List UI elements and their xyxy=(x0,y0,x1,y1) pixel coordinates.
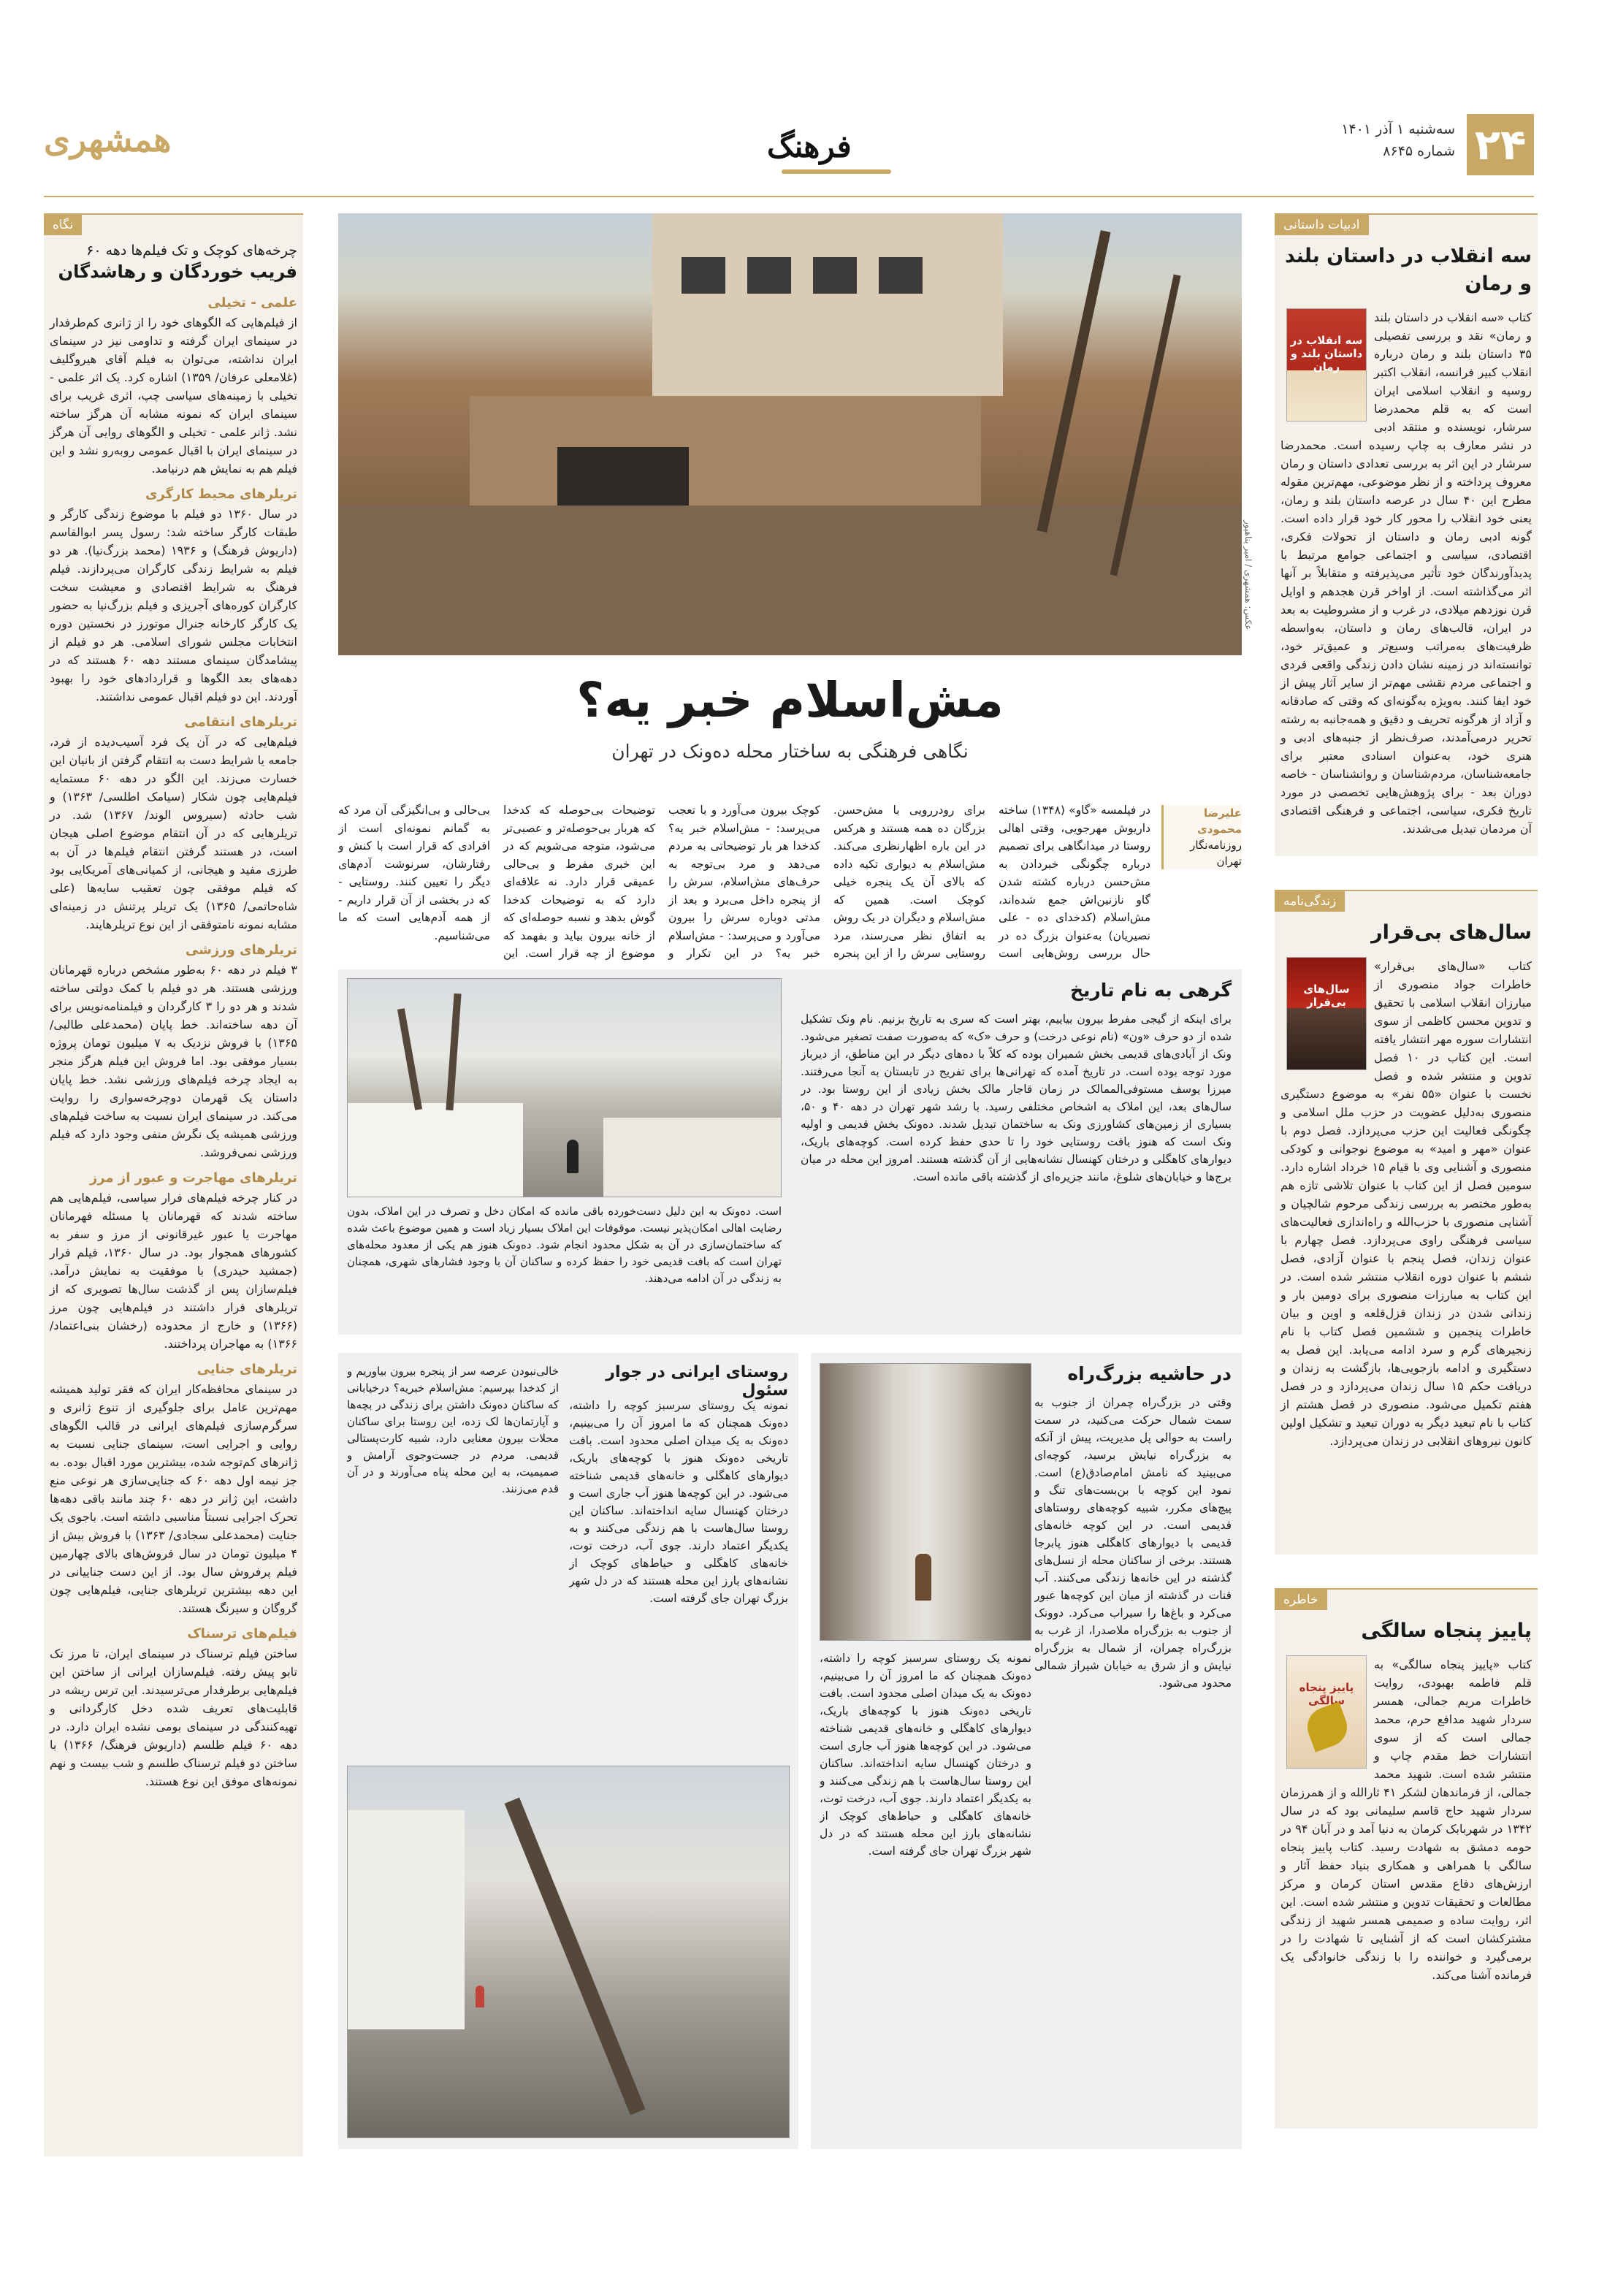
issue-number: شماره ۸۶۴۵ xyxy=(1383,143,1455,159)
page-header xyxy=(44,110,1534,197)
main-body-text: در فیلمسه «گاو» (۱۳۴۸) ساخته داریوش مهرجویی، وقتی اهالی روستا در میدانگاهی برای تصمیم درباره چگونگی خبردادن به مش‌حسن درباره کشته شدن گاو نازنین‌اش جمع شده‌اند، مش‌اسلام (کدخدای ده - علی نصیریان) به‌عنوان بزرگ ده در حال بررسی روش‌هایی است برای رودررویی با مش‌حسن. بزرگان ده همه هستند و هرکس در این باره اظهارنظری می‌کند. مش‌اسلام به دیواری تکیه داده که بالای آن یک پنجره خیلی کوچک است. همین که مش‌اسلام و دیگران در یک روش به اتفاق نظر می‌رسند، مرد روستایی سرش را از این پنجره کوچک بیرون می‌آورد و با تعجب می‌پرسد: - مش‌اسلام خبر یه؟ کدخدا هر بار توضیحاتی به مردم می‌دهد و مرد بی‌توجه به حرف‌های مش‌اسلام، سرش را از پنجره داخل می‌برد و بعد از مدتی دوباره سرش را بیرون می‌آورد و می‌پرسد: - مش‌اسلام خبر یه؟ در این تکرار و توضیحات بی‌حوصله که کدخدا که هربار بی‌حوصله‌تر و عصبی‌تر می‌شود، متوجه می‌شویم که در این خبری مفرط و بی‌حالی عمیقی قرار دارد. نه علاقه‌ای دارد که به توضیحات کدخدا گوش بدهد و نسبه حوصله‌ای که از خانه بیرون بیاید و بفهمد که موضوع از چه قرار است. این بی‌حالی و بی‌انگیزگی آن مرد که به گمانم نمونه‌ای است از افرادی که قرار است با کنش و رفتارشان، سرنوشت آدم‌های دیگر را تعیین کنند. روستایی - که در بخشی از آن قرار داریم - از همه آدم‌هایی است که ما می‌شناسیم. xyxy=(338,804,1150,960)
book-cover-image xyxy=(1286,957,1367,1070)
box-title: در حاشیه بزرگ‌راه xyxy=(1067,1363,1232,1384)
byline-role: روزنامه‌نگار xyxy=(1190,839,1242,852)
section-heading: تریلرهای جنایی xyxy=(196,1362,297,1377)
section-heading: فیلم‌های ترسناک xyxy=(187,1626,297,1641)
section-text: در کنار چرخه فیلم‌های فرار سیاسی، فیلم‌هایی هم ساخته شدند که قهرمانان یا مسئله فهرمانان مهاجرت یا عبور غیرقانونی از مرز و سفر به کشورهای همجوار بود. در سال ۱۳۶۰، فیلم فرار (جمشید حیدری) با موفقیت به نمایش درآمد. فیلم‌سازان پس از گذشت سال‌ها تصویری که از تریلرهای فرار داشتند در فیلم‌هایی چون مرز (۱۳۶۶) و خارج از محدوده (رخشان بنی‌اعتماد/ ۱۳۶۶) به مهاجران پرداختند. xyxy=(50,1191,297,1351)
leaf-icon xyxy=(1302,1701,1352,1752)
box-title: روستای ایرانی در جوار سئول xyxy=(606,1363,788,1400)
issue-date: سه‌شنبه ۱ آذر ۱۴۰۱ xyxy=(1341,121,1455,137)
box-three-revolutions xyxy=(1275,213,1538,856)
kicker-bar xyxy=(1275,890,1538,912)
section-heading: تریلرهای ورزشی xyxy=(185,942,297,958)
kicker-label: زندگی‌نامه xyxy=(1275,891,1345,912)
photo-window xyxy=(813,257,857,294)
box-history xyxy=(338,969,1242,1335)
box-title: سه انقلاب در داستان بلند و رمان xyxy=(1284,245,1532,295)
photo-white-wall xyxy=(603,1118,782,1197)
date-block xyxy=(1341,118,1455,162)
section-heading: تریلرهای انتقامی xyxy=(184,714,297,730)
lead-photo-old-houses xyxy=(338,213,1242,655)
section-text: در سال ۱۳۶۰ دو فیلم با موضوع زندگی کارگر و طبقات کارگر ساخته شد: رسول پسر ابوالقاسم (داریوش فرهنگ) و ۱۹۳۶ (محمد بزرگ‌نیا). هر دو فیلم به شرایط زندگی کارگران می‌پردازند. فیلم فرهنگ به شرایط اقتصادی و معیشت سخت کارگران کوره‌های آجرپزی و فیلم بزرگ‌نیا به حضور یک کارگر کارخانه جنرال موتورز در نخستین دوره انتخابات مجلس شورای اسلامی. هر دو فیلم از پیشامدگان سینمای مستند دهه ۶۰ هستند که در دهه‌های بعد الگوها و قراردادهای خود را بهبود آوردند. این دو فیلم اقبال عمومی نداشتند. xyxy=(50,507,298,703)
box-text: کتاب «سال‌های بی‌قرار» خاطرات جواد منصوری از مبارزان انقلاب اسلامی با تحقیق و تدوین محسن کاظمی از سوی انتشارات سوره مهر انتشار یافته است. این کتاب در ۱۰ فصل تدوین و منتشر شده و فصل نخست با عنوان «۵۵ نفر» به موضوع دستگیری منصوری به‌دلیل عضویت در حزب ملل اسلامی و چگونگی فعالیت این حزب می‌پردازد. فصل دوم با عنوان «مهر و امید» به موضوع نوجوانی و کودکی منصوری و آشنایی وی با قیام ۱۵ خرداد اشاره دارد. سومین فصل از این کتاب با عنوان تلاشی تازه هم به‌طور مختصر به بررسی زندگی مرحوم شالچیان و آشنایی منصوری با حزب‌الله و راه‌اندازی فعالیت‌های سیاسی فرهنگی راوی می‌پردازد. فصل چهارم با عنوان زندان، فصل پنجم با عنوان آزادی، فصل ششم با عنوان دوره انقلاب منتشر شده است. در این کتاب به مبارزات منصوری برای دومین بار و زندانی شدن در زندان قزل‌قلعه و اوین و بیان خاطرات پنجمین و ششمین فصل کتاب با نام زنجیرهای گرم و سرد ادامه می‌یابد. این فصل به دستگیری و ادامه بازجویی‌ها، بازگشت به زندان و دریافت حکم ۱۵ سال زندان می‌پردازد و در فصل هفتم تکمیل می‌شود. منصوری در فصل هشتم از کتاب با نام تبعید دیگر به دوران تبعید و تشکیل اولین کانون نیروهای انقلابی در زندان می‌پردازد. xyxy=(1280,959,1532,1448)
box-text: نمونه یک روستای سرسبز کوچه را داشته، ده‌ونک همچنان که ما امروز آن را می‌بینیم، ده‌ونک به یک میدان اصلی محدود است. بافت تاریخی ده‌ونک هنوز با کوچه‌های باریک، دیوارهای کاهگلی و خانه‌های قدیمی شناخته می‌شود. در این کوچه‌ها هنوز آب جاری است و درختان کهنسال سایه انداخته‌اند. ساکنان این روستا سال‌هاست با هم زندگی می‌کنند و به یکدیگر اعتماد دارند. جوی آب، درخت توت، خانه‌های کاهگلی و حیاط‌های کوچک از نشانه‌های بارز این محله هستند که در دل شهر بزرگ تهران جای گرفته است. xyxy=(569,1399,788,1605)
section-heading: تریلرهای محیط کارگری xyxy=(145,487,297,502)
box-title: گرهی به نام تاریخ xyxy=(1069,980,1232,1001)
left-sections xyxy=(44,286,303,2127)
page-number: ۲۴ xyxy=(1467,114,1534,175)
right-column xyxy=(1275,213,1538,2156)
box-title: سال‌های بی‌قرار xyxy=(1371,921,1532,944)
kicker-label: خاطره xyxy=(1275,1590,1327,1610)
photo-window xyxy=(682,257,725,294)
box-text: کتاب «پاییز پنجاه سالگی» به قلم فاطمه بهبودی، روایت خاطرات مریم جمالی، همسر سردار شهید مدافع حرم، محمد جمالی است که از سوی انتشارات خط مقدم چاپ و منتشر شده است. شهید محمد جمالی، از فرماندهان لشکر ۴۱ ثارالله و از همرزمان سردار شهید حاج قاسم سلیمانی بود که در سال ۱۳۴۲ در شهربابک کرمان به دنیا آمد و در آبان ۹۴ در حومه دمشق به شهادت رسید. کتاب پاییز پنجاه سالگی با همراهی و همکاری بنیاد حفظ آثار و ارزش‌های دفاع مقدس استان کرمان و مرکز مطالعات و تحقیقات تدوین و منتشر شده است. این اثر، روایت ساده و صمیمی همسر شهید از زندگی مشترکشان است که از آشنایی تا شهادت را در برمی‌گیرد و خواننده را با زندگی خانوادگی یک فرمانده آشنا می‌کند. xyxy=(1280,1658,1532,1982)
box-text: وقتی در بزرگ‌راه چمران از جنوب به سمت شمال حرکت می‌کنید، در سمت راست به حوالی پل مدیریت، پیش از آنکه به بزرگ‌راه نیایش برسید، کوچه‌ای می‌بینید که نامش امام‌صادق(ع) است. نمود این کوچه با بن‌بست‌های تنگ و پیچ‌های مکرر، شبیه کوچه‌های روستاهای قدیمی است. در این کوچه خانه‌های قدیمی با دیوارهای کاهگلی هنوز پابرجا هستند. برخی از ساکنان محله از نسل‌های گذشته در این خانه‌ها زندگی می‌کنند. آب قنات در گذشته از میان این کوچه‌ها عبور می‌کرد و باغ‌ها را سیراب می‌کرد. دوونک از جنوب به بزرگ‌راه ملاصدرا، از غرب به بزرگ‌راه چمران، از شمال به بزرگ‌راه نیایش و از شرق به خیابان شیراز شمالی محدود می‌شود. xyxy=(1034,1396,1232,1690)
left-column xyxy=(44,213,303,2156)
box-body xyxy=(1275,308,1538,871)
kicker-label: ادبیات داستانی xyxy=(1275,215,1369,235)
box-body xyxy=(1275,957,1538,1541)
photo-building xyxy=(652,213,1003,396)
box-restless-years xyxy=(1275,890,1538,1555)
section-text: از فیلم‌هایی که الگوهای خود را از ژانری کم‌طرفدار در سینمای ایران گرفته و تداومی نیز در سینمای ایران نداشته، می‌توان به فیلم آقای هیروگلیف (غلامعلی عرفان/ ۱۳۵۹) اشاره کرد. یک اثر علمی - تخیلی با زمینه‌های سیاسی چپ، اثری غریب برای سینمای ایران که نمونه مشابه آن هرگز ساخته نشد. ژانر علمی - تخیلی و الگوهای روایی آن هرگز در سینمای ایران با اقبال عمومی روبه‌رو نشد و این فیلم هم به نمایش هم درنیامد. xyxy=(50,316,297,476)
photo-alley-with-child xyxy=(347,1766,790,2138)
section-heading: علمی - تخیلی xyxy=(207,295,297,310)
byline-place: تهران xyxy=(1216,855,1242,868)
photo-window xyxy=(747,257,791,294)
kicker-label: نگاه xyxy=(44,215,82,235)
center-area xyxy=(338,213,1253,2156)
section-text: ۳ فیلم در دهه ۶۰ به‌طور مشخص درباره قهرمانان ورزشی هستند. هر دو فیلم با کمک دولتی ساخته شدند و هر دو را ۳ کارگردان و فیلمنامه‌نویس برای آن دهه ساخته‌اند. خط پایان (محمدعلی طالبی/ ۱۳۶۵) با فروش نزدیک به ۷ میلیون تومان پروژه بسیار موفقی بود. اما فروش این فیلم هرگز منجر به ایجاد چرخه فیلم‌های ورزشی نشد. خط پایان داستان یک قهرمان دوچرخه‌سواری را روایت می‌کند. در سینمای ایران نسبت به ساخت فیلم‌های ورزشی همیشه یک نگرش منفی وجود دارد که فیلم ورزشی نمی‌فروشد. xyxy=(50,963,298,1159)
photo-tree xyxy=(1037,230,1110,533)
kicker-bar xyxy=(1275,1588,1538,1610)
box-title: پاییز پنجاه سالگی xyxy=(1361,1620,1532,1642)
section-text: ساختن فیلم ترسناک در سینمای ایران، تا مرز تک تابو پیش رفته. فیلم‌سازان ایرانی از ساختن این فیلم‌هایی برطرفدار می‌ترسیدند. این ترس ریشه در قابلیت‌های تعریف شده دخل کارگردانی و تهیه‌کنندگی در سینمای بومی نشده ایران دارد. در دهه ۶۰ فیلم طلسم (داریوش فرهنگ/ ۱۳۶۶) با ساختن دو فیلم ترسناک طلسم و شب بیست و نهم نمونه‌های موفق این نوع هستند. xyxy=(50,1647,298,1788)
section-heading: تریلرهای مهاجرت و عبور از مرز xyxy=(89,1170,297,1186)
photo-white-wall xyxy=(348,1103,523,1197)
byline-name: علیرضا محمودی xyxy=(1196,806,1242,836)
kicker-bar xyxy=(44,213,303,235)
photo-mud-wall xyxy=(338,506,1242,655)
photo-caption: خالی‌نبودن عرصه سر از پنجره بیرون بیاوریم و از کدخدا بپرسیم: مش‌اسلام خبریه؟ درخیابانی که ساکنان ده‌ونک داشتن برای زندگی در بچه‌ها و آپارتمان‌ها لک زده، این روستا برای ساکنان محلات بیرون معنایی دارد، شبیه کارت‌پستالی قدیمی. مردم در جست‌وجوی آرامش و صمیمیت، به این محله پناه می‌آورند و در آن قدم می‌زنند. xyxy=(347,1365,559,1495)
book-cover-label: سال‌های بی‌قرار xyxy=(1303,983,1350,1009)
box-text-continued: نمونه یک روستای سرسبز کوچه را داشته، ده‌ونک همچنان که ما امروز آن را می‌بینیم، ده‌ونک به یک میدان اصلی محدود است. بافت تاریخی ده‌ونک هنوز با کوچه‌های باریک، دیوارهای کاهگلی و خانه‌های قدیمی شناخته می‌شود. در این کوچه‌ها هنوز آب جاری است و درختان کهنسال سایه انداخته‌اند. ساکنان این روستا سال‌هاست با هم زندگی می‌کنند و به یکدیگر اعتماد دارند. جوی آب، درخت توت، خانه‌های کاهگلی و حیاط‌های کوچک از نشانه‌های بارز این محله هستند که در دل شهر بزرگ تهران جای گرفته است. xyxy=(820,1652,1031,1858)
book-cover-image xyxy=(1286,1655,1367,1769)
photo-narrow-alley xyxy=(820,1363,1031,1641)
section-title: فرهنگ xyxy=(767,129,852,164)
left-title-2: فریب خوردگان و رهاشدگان xyxy=(58,262,297,282)
section-text: فیلم‌هایی که در آن یک فرد آسیب‌دیده از فرد، جامعه یا شرایط دست به انتقام گرفتن از بانیان این خسارت می‌زند. این الگو در دهه ۶۰ مستمایه فیلم‌هایی چون شکار (سیامک اطلسی/ ۱۳۶۳) و شب حادثه (سیروس الوند/ ۱۳۶۷) شد. در تریلرهایی که در آن انتقام موضوع اصلی هیجان است، در هستند گرفتن انتقام فیلم‌ها در آن به طرزی مفید و هیجانی، از کمپانی‌های آمریکایی بود که فیلم موفقی چون تعقیب سایه‌ها (علی شاه‌حاتمی/ ۱۳۶۵) یک تریلر پرتنش در زمینه‌ای مشابه نمونه نامتوفقی از این نوع تریلرهایند. xyxy=(50,735,298,931)
main-subtitle: نگاهی فرهنگی به ساختار محله ده‌ونک در تهران xyxy=(611,741,969,762)
photo-credit: عکس: همشهری / امیر پناهپور xyxy=(1243,520,1253,630)
section-swash xyxy=(782,169,891,174)
book-cover-image xyxy=(1286,308,1367,422)
byline xyxy=(1161,805,1242,869)
main-headline: مش‌اسلام خبر یه؟ xyxy=(576,672,1004,728)
kicker-bar xyxy=(1275,213,1538,235)
box-iranian-village xyxy=(338,1353,798,2149)
photo-alley-trees xyxy=(347,978,782,1197)
photo-leaning-tree xyxy=(505,1798,646,2116)
box-fifty-autumn xyxy=(1275,1588,1538,2129)
photo-window xyxy=(879,257,923,294)
box-highway-edge xyxy=(811,1353,1242,2149)
box-text: برای اینکه از گیجی مفرط بیرون بیاییم، بهتر است که سری به تاریخ بزنیم. نام ونک تشکیل شده از دو حرف «ون» (نام نوعی درخت) و حرف «ک» که به‌صورت صفت تصغیر می‌شود. ونک از آبادی‌های قدیمی بخش شمیران بوده که کلاً با ده‌های دیگر در این مناطق، از دیرباز مورد توجه بوده است. در تاریخ آمده که تهرانی‌ها برای تفریح در تابستان به آنجا می‌رفتند. میرزا یوسف مستوفی‌الممالک در زمان قاجار مالک بخش زیادی از این روستا بود. در سال‌های بعد، این املاک به اشخاص مختلفی رسید. با رشد شهر تهران در دهه ۴۰ و ۵۰، بسیاری از زمین‌های کشاورزی ونک به ساختمان تبدیل شدند. ده‌ونک بخش قدیمی و اولیه ونک است که هنوز بافت روستایی خود را تا حدی حفظ کرده است. کوچه‌های باریک، دیوارهای کاهگلی و درختان کهنسال نشانه‌هایی از آن گذشته هستند. امروز این محله در میان برج‌ها و خیابان‌های شلوغ، مانند جزیره‌ای از گذشته باقی مانده است. xyxy=(801,1012,1232,1183)
photo-white-wall xyxy=(348,1810,465,2029)
box-body xyxy=(1275,1655,1538,2123)
photo-tree xyxy=(446,993,461,1110)
newspaper-logo: همشهری xyxy=(44,120,172,159)
book-cover-label: پاییز پنجاه سالگی xyxy=(1299,1681,1354,1707)
left-title-1: چرخه‌های کوچک و تک فیلم‌ها دهه ۶۰ xyxy=(86,243,297,259)
box-text: کتاب «سه انقلاب در داستان بلند و رمان» نقد و بررسی تفصیلی ۳۵ داستان بلند و رمان درباره انقلاب کبیر فرانسه، انقلاب اکتبر روسیه و انقلاب اسلامی ایران است که به قلم محمدرضا سرشار، نویسنده و منتقد ادبی در نشر معارف به چاپ رسیده است. محمدرضا سرشار در این اثر به بررسی تعدادی داستان و رمان معروف پرداخته و از نظر موضوعی، مهم‌ترین مقوله مطرح این ۴۰ سال در عرصه داستان بلند و رمان، یعنی خود انقلاب را محور کار خود قرار داده است. گونه ادبی رمان و داستان از تحولات فکری، اقتصادی، سیاسی و اجتماعی جوامع مرتبط با پدیدآورندگان خود تأثیر می‌پذیرفته و متقابلاً بر آنها اثر می‌گذاشته است. از اواخر قرن هجدهم و اوایل قرن نوزدهم میلادی، در غرب و از مشروطیت به بعد در ایران، قالب‌های رمان و داستان، به‌واسطه ظرفیت‌های به‌مراتب وسیع‌تر و عمیق‌تر خود، توانسته‌اند در زمینه نشان دادن زندگی واقعی فردی و اجتماعی مردم نقشی مهم‌تر از سایر آثار پیش از خود ایفا کنند. به‌ویژه به‌گونه‌ای که وقتی که صادقانه و آزاد از هرگونه تحریف و دقیق و همه‌جانبه به رشته تحریر درمی‌آمدند، صرف‌نظر از جنبه‌های ادبی و هنری خود، به‌عنوان اسنادی معتبر برای جامعه‌شناسان، مردم‌شناسان و روانشناسان - خاصه دوران بعد - برای پژوهش‌هایی تخصصی در مورد تاریخ فکری، سیاسی، اجتماعی و فرهنگی اقتصادی آن مردمان تبدیل می‌شدند. xyxy=(1280,310,1532,836)
photo-caption: است. ده‌ونک به این دلیل دست‌خورده باقی مانده که امکان دخل و تصرف در این املاک، بدون رضایت اهالی امکان‌پذیر نیست. موقوفات این املاک بسیار زیاد است و همین موضوع باعث شده که ساختمان‌سازی در آن به شکل محدود انجام شود. ده‌ونک هنوز هم یکی از معدود محله‌های تهران است که بافت قدیمی خود را حفظ کرده و ساکنان آن با وجود فشارهای شهری، همچنان به زندگی در آن ادامه می‌دهند. xyxy=(347,1205,782,1285)
section-text: در سینمای محافظه‌کار ایران که فقر تولید همیشه مهم‌ترین عامل برای جلوگیری از تنوع ژانری و سرگرم‌سازی فیلم‌های ایرانی در قالب الگوهای روایی و اجرایی است، سینمای جنایی نسبت به ژانرهای کم‌توجه شده، بیشترین مورد اقبال بوده. به جز نیمه اول دهه ۶۰ که جنایی‌سازی هر نوعی منع داشت، این ژانر در دهه ۶۰ چند مانند باقی دهه‌ها تحرک اجرایی نسبتاً مناسبی داشته است. باجوی یک جنایت (محمدعلی سجادی/ ۱۳۶۳) با فروش بیش از ۴ میلیون تومان در سال فروش‌های بالای چهارمین فیلم پرفروش سال بود. از این دست جناییانی در این دهه بیشترین تریلرهای جنایی، فیلم‌هایی چون گروگان و سیرنگ هستند. xyxy=(50,1382,298,1615)
photo-pedestrian xyxy=(915,1554,931,1601)
photo-pedestrian xyxy=(567,1140,579,1173)
photo-tree xyxy=(397,1008,422,1110)
book-cover-label: سه انقلاب در داستان بلند و رمان xyxy=(1290,334,1363,373)
photo-child xyxy=(476,1986,484,2007)
